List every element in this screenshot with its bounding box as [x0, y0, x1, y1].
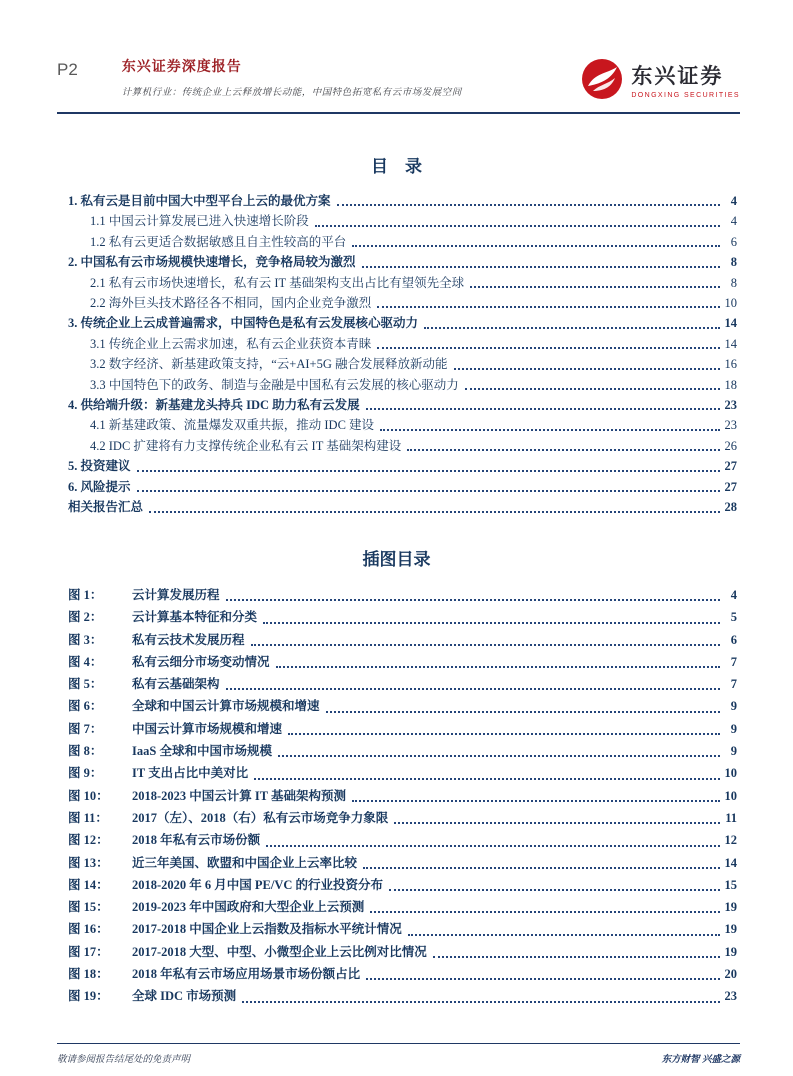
toc-item-label: 3.1 传统企业上云需求加速，私有云企业获资本青睐 — [90, 336, 372, 351]
figure-item-page: 12 — [724, 833, 737, 848]
toc-item-label: 1.1 中国云计算发展已进入快速增长阶段 — [90, 214, 309, 229]
dotted-leader — [366, 978, 720, 980]
figure-item-number: 图 19： — [68, 989, 109, 1004]
dotted-leader — [242, 1001, 720, 1003]
figure-item[interactable] — [68, 762, 737, 784]
toc-item[interactable] — [68, 497, 737, 517]
figure-item-label: 2018-2020 年 6 月中国 PE/VC 的行业投资分布 — [132, 877, 384, 892]
figure-item[interactable] — [68, 807, 737, 829]
dotted-leader — [149, 511, 720, 513]
dotted-leader — [394, 822, 720, 824]
toc-title: 目 录 — [371, 157, 422, 176]
toc-item-page: 8 — [730, 255, 737, 270]
dotted-leader — [352, 245, 720, 247]
toc-item-page: 4 — [730, 194, 737, 208]
toc-item-label: 2. 中国私有云市场规模快速增长，竞争格局较为激烈 — [68, 255, 356, 270]
figure-item-page: 4 — [730, 588, 737, 602]
report-subtitle: 计算机行业：传统企业上云释放增长动能，中国特色拓宽私有云市场发展空间 — [121, 88, 462, 98]
toc-item-page: 8 — [730, 275, 737, 290]
toc-item-page: 26 — [724, 438, 737, 453]
dotted-leader — [370, 911, 720, 913]
figure-item[interactable] — [68, 896, 737, 918]
figure-item-label: 全球和中国云计算市场规模和增速 — [132, 699, 320, 714]
dotted-leader — [366, 408, 720, 410]
dotted-leader — [389, 889, 720, 891]
figure-item-label: 全球 IDC 市场预测 — [132, 989, 237, 1004]
dotted-leader — [137, 490, 720, 492]
toc-item-page: 23 — [724, 418, 737, 433]
figure-item-label: 云计算发展历程 — [132, 588, 220, 602]
figure-item[interactable] — [68, 785, 737, 807]
toc-item-page: 16 — [724, 357, 737, 372]
dotted-leader — [465, 388, 720, 390]
footer-disclaimer: 敬请参阅报告结尾处的免责声明 — [57, 1055, 191, 1065]
dotted-leader — [263, 622, 720, 624]
header — [57, 56, 740, 100]
dotted-leader — [380, 429, 720, 431]
figure-item[interactable] — [68, 629, 737, 651]
dotted-leader — [433, 956, 720, 958]
toc-item-label: 2.2 海外巨头技术路径各不相同，国内企业竞争激烈 — [90, 296, 372, 311]
figure-item-page: 20 — [724, 967, 737, 982]
figure-item-label: 中国云计算市场规模和增速 — [132, 721, 283, 736]
report-title: 东兴证券深度报告 — [121, 60, 242, 75]
dotted-leader — [326, 711, 720, 713]
figure-item-label: 2018 年私有云市场应用场景市场份额占比 — [132, 967, 361, 982]
toc-item[interactable] — [68, 375, 737, 395]
figure-item-page: 9 — [730, 744, 737, 759]
figure-item-page: 9 — [730, 721, 737, 736]
toc-item-label: 1.2 私有云更适合数据敏感且自主性较高的平台 — [90, 234, 347, 249]
figure-item-label: 2017-2018 中国企业上云指数及指标水平统计情况 — [132, 922, 402, 937]
toc-item-page: 14 — [724, 316, 737, 331]
figure-item-page: 14 — [724, 855, 737, 870]
figure-item-page: 19 — [724, 944, 737, 959]
toc-item[interactable] — [68, 354, 737, 374]
figure-item[interactable] — [68, 740, 737, 762]
figure-item[interactable] — [68, 829, 737, 851]
figure-item-page: 10 — [724, 766, 737, 781]
toc-item[interactable] — [68, 252, 737, 272]
dotted-leader — [408, 934, 720, 936]
logo-text — [631, 60, 740, 99]
figure-item[interactable] — [68, 651, 737, 673]
dongxing-logo-icon — [581, 58, 623, 100]
figure-item-page: 7 — [730, 677, 737, 692]
dotted-leader — [137, 470, 720, 472]
dotted-leader — [377, 306, 720, 308]
dotted-leader — [362, 266, 720, 268]
figure-list — [68, 584, 737, 1008]
figure-item[interactable] — [68, 718, 737, 740]
toc-item[interactable] — [68, 436, 737, 456]
figure-item-page: 11 — [725, 810, 737, 825]
toc-item-page: 6 — [730, 234, 737, 249]
company-logo — [581, 58, 740, 100]
figure-item[interactable] — [68, 941, 737, 963]
toc-item-page: 28 — [724, 500, 737, 515]
logo-company-name: 东兴证券 — [631, 64, 724, 88]
dotted-leader — [226, 688, 720, 690]
toc-item-page: 4 — [730, 214, 737, 229]
toc-item[interactable] — [68, 334, 737, 354]
figure-item[interactable] — [68, 606, 737, 628]
dotted-leader — [254, 778, 720, 780]
figure-item-label: IT 支出占比中美对比 — [132, 766, 249, 781]
toc-item-page: 27 — [724, 479, 737, 494]
toc-item-label: 3.3 中国特色下的政务、制造与金融是中国私有云发展的核心驱动力 — [90, 377, 459, 392]
figure-item-page: 23 — [724, 989, 737, 1004]
figure-item-number: 图 18： — [68, 967, 109, 982]
toc-item[interactable] — [68, 211, 737, 231]
toc-item[interactable] — [68, 415, 737, 435]
toc-item-label: 3.2 数字经济、新基建政策支持，“云+AI+5G 融合发展释放新动能 — [90, 357, 448, 372]
toc-item-label: 1. 私有云是目前中国大中型平台上云的最优方案 — [68, 194, 331, 208]
figure-item-number: 图 14： — [68, 877, 109, 892]
page-number: P2 — [57, 60, 78, 79]
figure-item-label: IaaS 全球和中国市场规模 — [132, 744, 272, 759]
figure-item-number: 图 11： — [68, 810, 108, 825]
header-divider — [57, 112, 740, 114]
toc-item-page: 27 — [724, 459, 737, 474]
dotted-leader — [266, 845, 720, 847]
toc-item-label: 4.2 IDC 扩建将有力支撑传统企业私有云 IT 基础架构建设 — [90, 438, 402, 453]
toc-item[interactable] — [68, 273, 737, 293]
figure-item-page: 10 — [724, 788, 737, 803]
dotted-leader — [352, 800, 720, 802]
dotted-leader — [377, 347, 720, 349]
figure-item[interactable] — [68, 673, 737, 695]
figure-item-page: 19 — [724, 900, 737, 915]
toc-item[interactable] — [68, 477, 737, 497]
dotted-leader — [407, 449, 720, 451]
figure-item[interactable] — [68, 695, 737, 717]
figure-item-number: 图 17： — [68, 944, 109, 959]
figure-item-label: 私有云技术发展历程 — [132, 632, 245, 647]
figure-item-page: 9 — [730, 699, 737, 714]
figure-item-page: 15 — [724, 877, 737, 892]
dotted-leader — [470, 286, 720, 288]
figure-item-label: 2018-2023 中国云计算 IT 基础架构预测 — [132, 788, 347, 803]
figure-item-label: 2018 年私有云市场份额 — [132, 833, 261, 848]
figure-item-page: 6 — [730, 632, 737, 647]
figure-item-number: 图 2： — [68, 610, 103, 625]
footer — [57, 1051, 740, 1065]
dotted-leader — [226, 599, 720, 601]
dotted-leader — [278, 755, 720, 757]
figure-item[interactable] — [68, 874, 737, 896]
toc-item-label: 2.1 私有云市场快速增长，私有云 IT 基础架构支出占比有望领先全球 — [90, 275, 465, 290]
figure-item-number: 图 9： — [68, 766, 103, 781]
toc-item-label: 相关报告汇总 — [68, 500, 144, 515]
figure-item-label: 2019-2023 年中国政府和大型企业上云预测 — [132, 900, 365, 915]
figure-item-number: 图 7： — [68, 721, 103, 736]
toc-item-page: 18 — [724, 377, 737, 392]
figure-item[interactable] — [68, 584, 737, 606]
figure-item-number: 图 5： — [68, 677, 103, 692]
footer-divider — [57, 1043, 740, 1044]
dotted-leader — [363, 867, 720, 869]
figure-item-number: 图 10： — [68, 788, 109, 803]
figure-item-label: 近三年美国、欧盟和中国企业上云率比较 — [132, 855, 358, 870]
toc-item-page: 10 — [724, 296, 737, 311]
header-title-block — [122, 56, 582, 98]
figure-item[interactable] — [68, 985, 737, 1007]
toc-item-label: 3. 传统企业上云成普遍需求，中国特色是私有云发展核心驱动力 — [68, 316, 419, 331]
dotted-leader — [251, 644, 720, 646]
dotted-leader — [315, 225, 720, 227]
figure-item-label: 2017-2018 大型、中型、小微型企业上云比例对比情况 — [132, 944, 427, 959]
toc-item[interactable] — [68, 293, 737, 313]
toc-item-label: 6. 风险提示 — [68, 479, 131, 494]
figure-item-number: 图 1： — [68, 588, 103, 602]
toc-item-page: 23 — [724, 398, 737, 413]
toc-item[interactable] — [68, 395, 737, 415]
toc-item-label: 4.1 新基建政策、流量爆发双重共振，推动 IDC 建设 — [90, 418, 375, 433]
figure-item-number: 图 13： — [68, 855, 109, 870]
figure-item-number: 图 8： — [68, 744, 103, 759]
toc-item-label: 5. 投资建议 — [68, 459, 131, 474]
dotted-leader — [288, 733, 720, 735]
toc-item-label: 4. 供给端升级：新基建龙头持兵 IDC 助力私有云发展 — [68, 398, 360, 413]
figure-item-page: 19 — [724, 922, 737, 937]
figure-item-number: 图 15： — [68, 900, 109, 915]
dotted-leader — [454, 368, 721, 370]
figure-item-number: 图 16： — [68, 922, 109, 937]
figure-item-number: 图 12： — [68, 833, 109, 848]
figure-item-number: 图 3： — [68, 632, 103, 647]
figure-item[interactable] — [68, 852, 737, 874]
figure-item-page: 7 — [730, 654, 737, 669]
toc-item[interactable] — [68, 313, 737, 333]
toc-list — [68, 191, 737, 518]
toc-item[interactable] — [68, 456, 737, 476]
figure-item-label: 私有云基础架构 — [132, 677, 220, 692]
figure-item[interactable] — [68, 963, 737, 985]
figure-item-number: 图 6： — [68, 699, 103, 714]
figure-item-page: 5 — [730, 610, 737, 625]
figure-item-label: 私有云细分市场变动情况 — [132, 654, 270, 669]
toc-item-page: 14 — [724, 336, 737, 351]
toc-item[interactable] — [68, 232, 737, 252]
figure-list-title: 插图目录 — [362, 550, 431, 569]
toc-item[interactable] — [68, 191, 737, 211]
dotted-leader — [424, 327, 720, 329]
figure-item[interactable] — [68, 918, 737, 940]
footer-slogan: 东方财智 兴盛之源 — [661, 1055, 740, 1065]
figure-item-label: 2017（左）、2018（右）私有云市场竞争力象限 — [132, 810, 389, 825]
dotted-leader — [276, 666, 720, 668]
dotted-leader — [337, 204, 720, 206]
figure-item-label: 云计算基本特征和分类 — [132, 610, 258, 625]
figure-item-number: 图 4： — [68, 654, 103, 669]
logo-company-name-en: DONGXING SECURITIES — [631, 91, 740, 99]
